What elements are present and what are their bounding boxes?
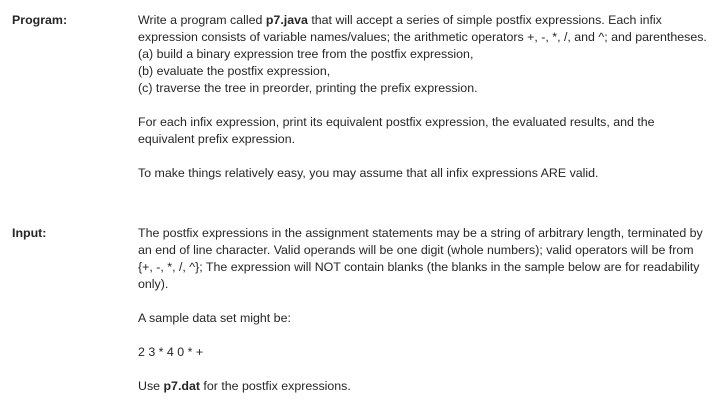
datafile-note xyxy=(138,378,708,395)
spacer xyxy=(138,327,708,344)
output-note: For each infix expression, print its equivalent postfix expression, the evaluated results, and the equivalent prefix expression. xyxy=(138,115,655,146)
input-label: Input: xyxy=(12,226,47,240)
spacer xyxy=(138,293,708,310)
sample-intro: A sample data set might be: xyxy=(138,311,291,325)
program-label: Program: xyxy=(12,13,68,27)
datafile-name: p7.dat xyxy=(163,379,200,393)
input-body xyxy=(138,225,708,395)
datafile-suffix: for the postfix expressions. xyxy=(199,379,351,393)
spacer xyxy=(138,361,708,378)
intro-prefix: Write a program called xyxy=(138,13,266,27)
program-intro xyxy=(138,12,708,46)
input-description: The postfix expressions in the assignment statements may be a string of arbitrary length, terminated by an end of line character. Valid operands will be one digit (whole numbers); valid operators will be from {+, -, *, /, ^}; The expression will NOT contain blanks (the blanks in the sample below are for readability only). xyxy=(138,226,703,291)
step-b: (b) evaluate the postfix expression, xyxy=(138,64,331,78)
sample-expression: 2 3 * 4 0 * + xyxy=(138,345,204,359)
spacer xyxy=(138,148,708,165)
spacer xyxy=(138,97,708,114)
step-a: (a) build a binary expression tree from the postfix expression, xyxy=(138,47,474,61)
program-body xyxy=(138,12,708,182)
validity-note: To make things relatively easy, you may assume that all infix expressions ARE valid. xyxy=(138,166,599,180)
intro-suffix: that will accept a series of simple postfix expressions. Each infix expression consists of variable names/values; the arithmetic operators +, -, *, /, and ^; and parentheses. xyxy=(138,13,707,44)
program-filename: p7.java xyxy=(265,13,308,27)
datafile-prefix: Use xyxy=(138,379,164,393)
step-c: (c) traverse the tree in preorder, printing the prefix expression. xyxy=(138,81,478,95)
